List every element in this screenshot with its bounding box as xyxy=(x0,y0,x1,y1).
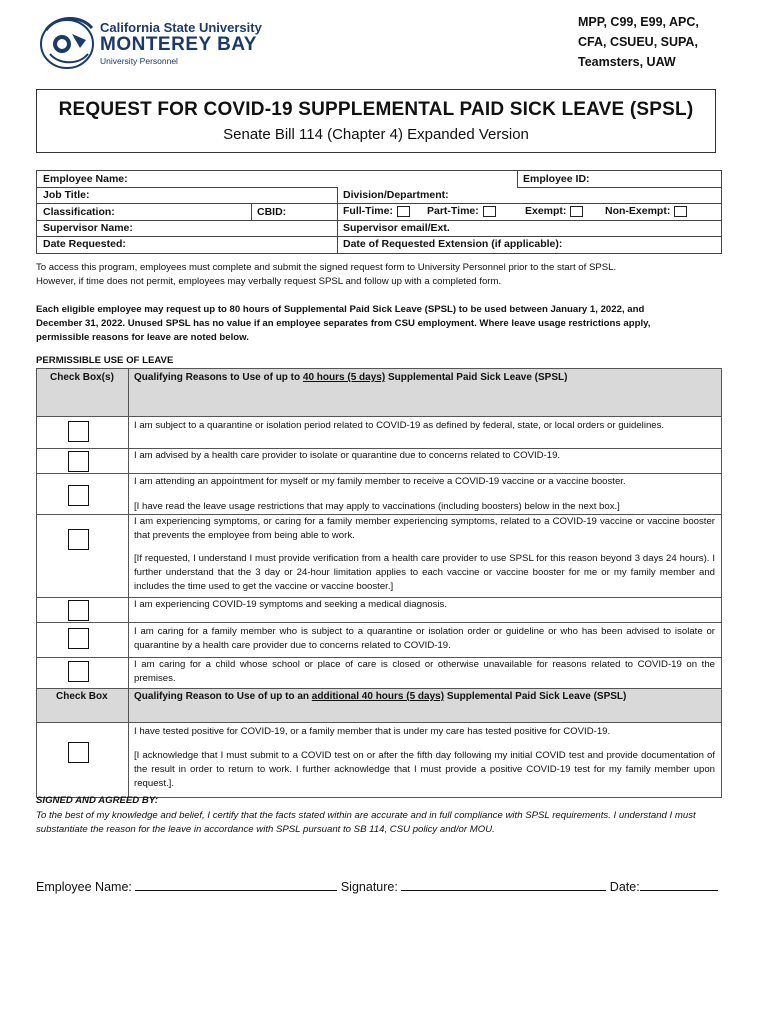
signed-agreed-heading: SIGNED AND AGREED BY: xyxy=(36,795,158,806)
reason-symptoms-diagnosis-text: I am experiencing COVID-19 symptoms and seeking a medical diagnosis. xyxy=(134,599,448,610)
reasons-header xyxy=(134,372,567,383)
date-label: Date: xyxy=(609,880,640,894)
employee-info-section xyxy=(36,170,722,254)
supervisor-name-label: Supervisor Name: xyxy=(43,222,133,234)
reason-quarantine-checkbox[interactable] xyxy=(68,421,89,442)
access-instructions xyxy=(36,261,726,289)
additional-reason-header xyxy=(134,691,626,702)
reason-vaccine-appointment-text: I am attending an appointment for myself or my family member to receive a COVID-19 vaccine or a vaccine booster. xyxy=(134,476,626,487)
header-hours: additional 40 hours (5 days) xyxy=(311,691,445,702)
reason-verification-note-text: [If requested, I understand I must provide verification from a health care provider to use SPSL for this reason beyond 3 days 24 hours). I further understand that the 3 day or 24-hour limitation applies to each vaccine or vaccine booster for me or my family member and includes the time used to get the vaccine or vaccine booster.] xyxy=(134,553,715,592)
job-title-label: Job Title: xyxy=(43,189,90,201)
reason-advised-isolate-text: I am advised by a health care provider to isolate or quarantine due to concerns related to COVID-19. xyxy=(134,450,561,461)
eligibility-line: December 31, 2022. Unused SPSL has no value if an employee separates from CSU employment. Where leave usage restrictions apply, xyxy=(36,318,651,329)
check-box-header: Check Box xyxy=(56,691,108,702)
reason-advised-isolate-checkbox[interactable] xyxy=(68,451,89,472)
non-exempt-option[interactable] xyxy=(605,205,687,217)
header-text: Supplemental Paid Sick Leave (SPSL) xyxy=(385,372,568,383)
reason-quarantine-text: I am subject to a quarantine or isolation period related to COVID-19 as defined by federal, state, or local orders or guidelines. xyxy=(134,420,665,431)
classification-label: Classification: xyxy=(43,206,115,218)
reason-tested-positive-checkbox[interactable] xyxy=(68,742,89,763)
exempt-option[interactable] xyxy=(525,205,583,217)
units-line: MPP, C99, E99, APC, xyxy=(578,15,699,29)
header-hours: 40 hours (5 days) xyxy=(302,372,386,383)
reason-family-quarantine-text: I am caring for a family member who is subject to a quarantine or isolation order or guideline or who has been advised to isolate or quarantine by a health care provider due to concerns related to COVID-19. xyxy=(134,626,715,651)
university-name-line2: MONTEREY BAY xyxy=(100,34,257,55)
reason-symptoms-diagnosis-checkbox[interactable] xyxy=(68,600,89,621)
reason-family-quarantine-checkbox[interactable] xyxy=(68,628,89,649)
date-requested-label: Date Requested: xyxy=(43,238,126,250)
eligibility-line: Each eligible employee may request up to 80 hours of Supplemental Paid Sick Leave (SPSL) to be used between January 1, 2022, and xyxy=(36,304,645,315)
university-name-line1: California State University xyxy=(100,20,262,35)
exempt-label: Exempt: xyxy=(525,205,567,217)
employee-name-signature-label: Employee Name: xyxy=(36,880,132,894)
csumb-logo-icon xyxy=(36,12,98,72)
signature-field[interactable] xyxy=(401,878,606,891)
header-text: Qualifying Reasons to Use of up to xyxy=(134,372,303,383)
permissible-use-heading: PERMISSIBLE USE OF LEAVE xyxy=(36,355,174,366)
reason-vaccine-symptoms-checkbox[interactable] xyxy=(68,529,89,550)
employee-name-signature-field[interactable] xyxy=(135,878,337,891)
reason-test-acknowledgement-text: [I acknowledge that I must submit to a COVID test on or after the fifth day following my initial COVID test and provide documentation of the result in order to return to work. I further acknowledge that I must provide a positive COVID-19 test for my family member upon request.]. xyxy=(134,750,715,789)
full-time-option[interactable] xyxy=(343,205,410,217)
part-time-option[interactable] xyxy=(427,205,496,217)
certification-statement: To the best of my knowledge and belief, I certify that the facts stated within are accurate and in full compliance with SPSL requirements. I understand I must substantiate the reason for the leave in accordance with SPSL pursuant to SB 114, CSU policy and/or MOU. xyxy=(36,810,696,835)
eligibility-statement xyxy=(36,303,726,345)
form-title-box xyxy=(36,89,716,153)
cbid-label: CBID: xyxy=(257,206,287,218)
non-exempt-label: Non-Exempt: xyxy=(605,205,671,217)
university-department: University Personnel xyxy=(100,56,178,66)
reason-child-care-checkbox[interactable] xyxy=(68,661,89,682)
date-extension-label: Date of Requested Extension (if applicable): xyxy=(343,238,563,250)
units-line: Teamsters, UAW xyxy=(578,55,676,69)
reasons-table xyxy=(36,368,722,798)
eligibility-line: permissible reasons for leave are noted below. xyxy=(36,332,249,343)
division-label: Division/Department: xyxy=(343,189,449,201)
signature-label: Signature: xyxy=(340,880,398,894)
exempt-checkbox[interactable] xyxy=(570,206,583,217)
reason-vaccine-symptoms-text: I am experiencing symptoms, or caring for a family member experiencing symptoms, related to a COVID-19 vaccine or vaccine booster that prevents the employee from being able to work. xyxy=(134,516,715,541)
part-time-checkbox[interactable] xyxy=(483,206,496,217)
full-time-checkbox[interactable] xyxy=(397,206,410,217)
part-time-label: Part-Time: xyxy=(427,205,479,217)
date-field[interactable] xyxy=(640,878,718,891)
header-text: Supplemental Paid Sick Leave (SPSL) xyxy=(444,691,627,702)
check-boxes-header: Check Box(s) xyxy=(50,372,114,383)
reason-vaccine-appointment-checkbox[interactable] xyxy=(68,485,89,506)
reason-child-care-text: I am caring for a child whose school or place of care is closed or otherwise unavailable for reasons related to COVID-19 on the premises. xyxy=(134,659,715,684)
bargaining-units xyxy=(578,12,718,72)
access-line: However, if time does not permit, employees may verbally request SPSL and follow up with a completed form. xyxy=(36,276,502,287)
header-text: Qualifying Reason to Use of up to an xyxy=(134,691,312,702)
reason-tested-positive-text: I have tested positive for COVID-19, or a family member that is under my care has tested positive for COVID-19. xyxy=(134,726,611,737)
units-line: CFA, CSUEU, SUPA, xyxy=(578,35,698,49)
employee-name-label: Employee Name: xyxy=(43,173,128,185)
full-time-label: Full-Time: xyxy=(343,205,393,217)
employee-id-label: Employee ID: xyxy=(523,173,590,185)
signature-line xyxy=(36,878,718,894)
non-exempt-checkbox[interactable] xyxy=(674,206,687,217)
supervisor-email-label: Supervisor email/Ext. xyxy=(343,222,450,234)
access-line: To access this program, employees must complete and submit the signed request form to University Personnel prior to the start of SPSL. xyxy=(36,262,617,273)
form-subtitle: Senate Bill 114 (Chapter 4) Expanded Version xyxy=(223,126,529,143)
form-title: REQUEST FOR COVID-19 SUPPLEMENTAL PAID SICK LEAVE (SPSL) xyxy=(58,99,694,120)
reason-vaccine-note-text: [I have read the leave usage restrictions that may apply to vaccinations (including boosters) below in the next box.] xyxy=(134,501,620,512)
